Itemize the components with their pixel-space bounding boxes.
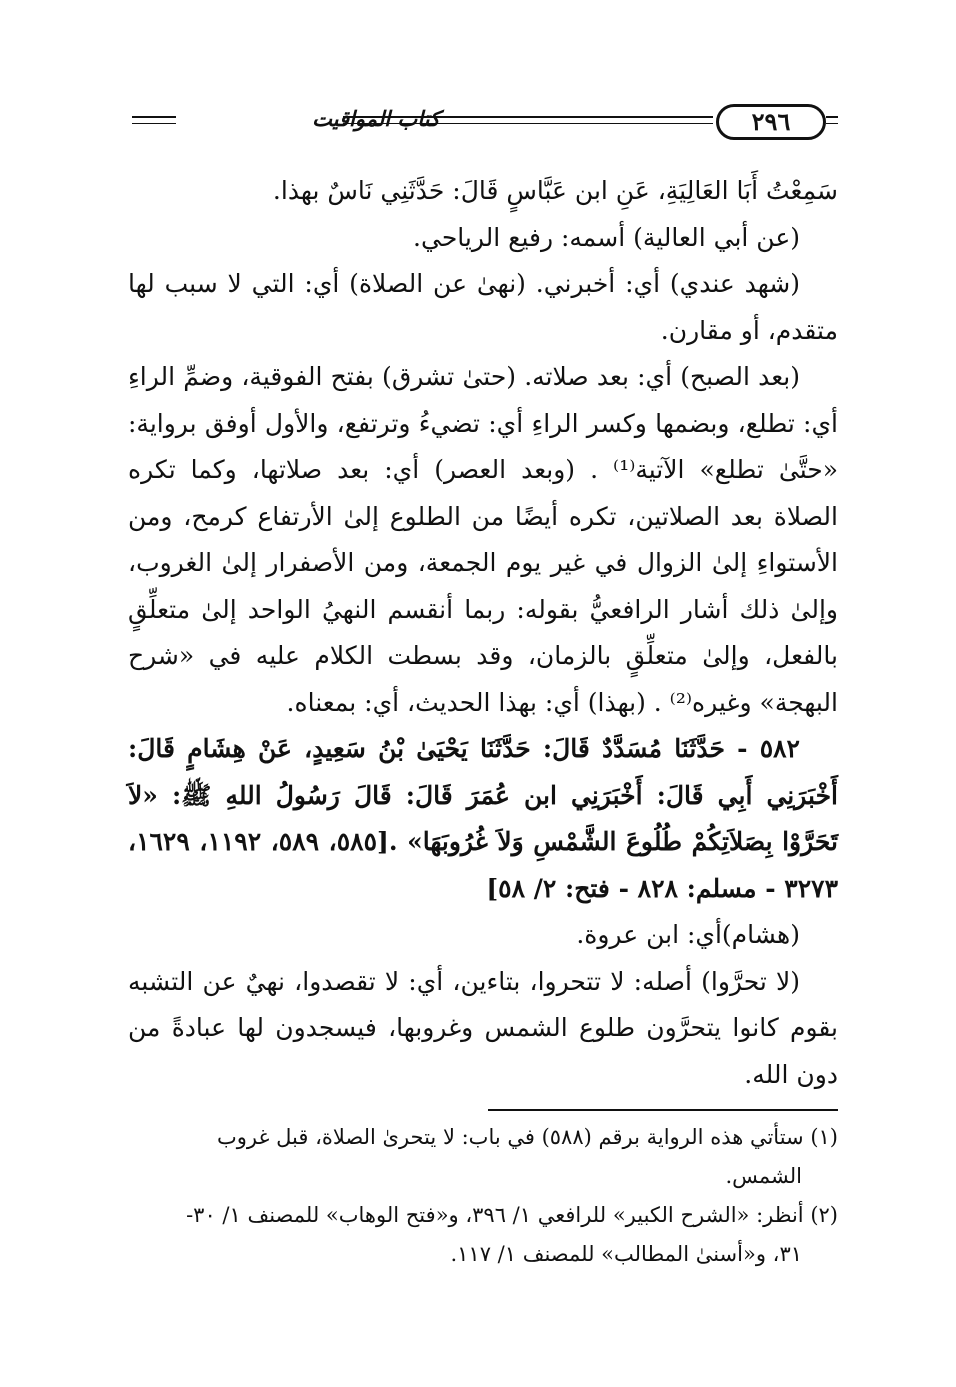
book-title: كتاب المواقيت bbox=[312, 106, 440, 131]
page-header bbox=[128, 90, 838, 150]
page-number: ٢٩٦ bbox=[716, 104, 826, 140]
header-rule bbox=[132, 116, 176, 118]
header-rule bbox=[132, 123, 176, 124]
footnotes bbox=[116, 1118, 838, 1274]
paragraph: (بعد الصبح) أي: بعد صلاته. (حتىٰ تشرق) بفتح الفوقية، وضمِّ الراءِ أي: تطلع، وبضمها وكسر الراءِ أي: تضيءُ وترتفع، والأول أوفق برواية: «حتَّىٰ تطلع» الآتية⁽¹⁾ . (وبعد العصر) أي: بعد صلاتها، وكما تكره الصلاة بعد الصلاتين، تكره أيضًا من الطلوع إلىٰ الأرتفاع كرمح، ومن الأستواءِ إلىٰ الزوال في غير يوم الجمعة، ومن الأصفرار إلىٰ الغروب، وإلىٰ ذلك أشار الرافعيُّ بقوله: ربما أنقسم النهيُ الواحد إلىٰ متعلِّقٍ بالفعل، وإلىٰ متعلِّقٍ بالزمان، وقد بسطت الكلام عليه في «شرح البهجة» وغيره⁽²⁾ . (بهذا) أي: بهذا الحديث، أي: بمعناه. bbox=[128, 362, 838, 717]
footnote: (١) ستأتي هذه الرواية برقم (٥٨٨) في باب: لا يتحرىٰ الصلاة، قبل غروب bbox=[216, 1125, 838, 1149]
footnote: الشمس. bbox=[725, 1164, 802, 1188]
footnote: (٢) أنظر: «الشرح الكبير» للرافعي ١/ ٣٩٦، و«فتح الوهاب» للمصنف ١/ ٣٠- bbox=[186, 1203, 838, 1227]
paragraph: (عن أبي العالية) أسمه: رفيع الرياحي. bbox=[413, 222, 800, 252]
hadith-text: ٥٨٢ - حَدَّثَنَا مُسَدَّدٌ قَالَ: حَدَّثَنَا يَحْيَىٰ بْنُ سَعِيدٍ، عَنْ هِشَامٍ قَالَ: أَخْبَرَنِي أَبِي قَالَ: أَخْبَرَنِي ابن عُمَرَ قَالَ: قَالَ رَسُولُ اللهِ ﷺ: «لاَ تَحَرَّوْا بِصَلاَتِكُمْ طُلُوعَ الشَّمْسِ وَلاَ غُرُوبَهَا» .[٥٨٥، ٥٨٩، ١١٩٢، ١٦٢٩، ٣٢٧٣ - مسلم: ٨٢٨ - فتح: ٢/ ٥٨] bbox=[128, 734, 838, 903]
header-rule bbox=[826, 116, 838, 118]
header-rule bbox=[826, 123, 838, 124]
main-text bbox=[128, 168, 838, 1098]
paragraph: (هشام)أي: ابن عروة. bbox=[576, 920, 800, 949]
footnote-separator bbox=[488, 1109, 838, 1111]
paragraph: (لا تحرَّوا) أصله: لا تتحروا، بتاءين، أي: لا تقصدوا، نهيٌ عن التشبه بقوم كانوا يتحرَّون طلوع الشمس وغروبها، فيسجدون لها عبادةً من دون الله. bbox=[128, 966, 838, 1089]
text-line: سَمِعْتُ أَبَا العَالِيَةِ، عَنِ ابن عَبَّاسٍ قَالَ: حَدَّثَنِي نَاسٌ بهذا. bbox=[272, 176, 838, 205]
paragraph: (شهد عندي) أي: أخبرني. (نهىٰ عن الصلاة) أي: التي لا سبب لها متقدم، أو مقارن. bbox=[128, 269, 838, 345]
footnote: ٣١، و«أسنىٰ المطالب» للمصنف ١/ ١١٧. bbox=[450, 1242, 802, 1266]
